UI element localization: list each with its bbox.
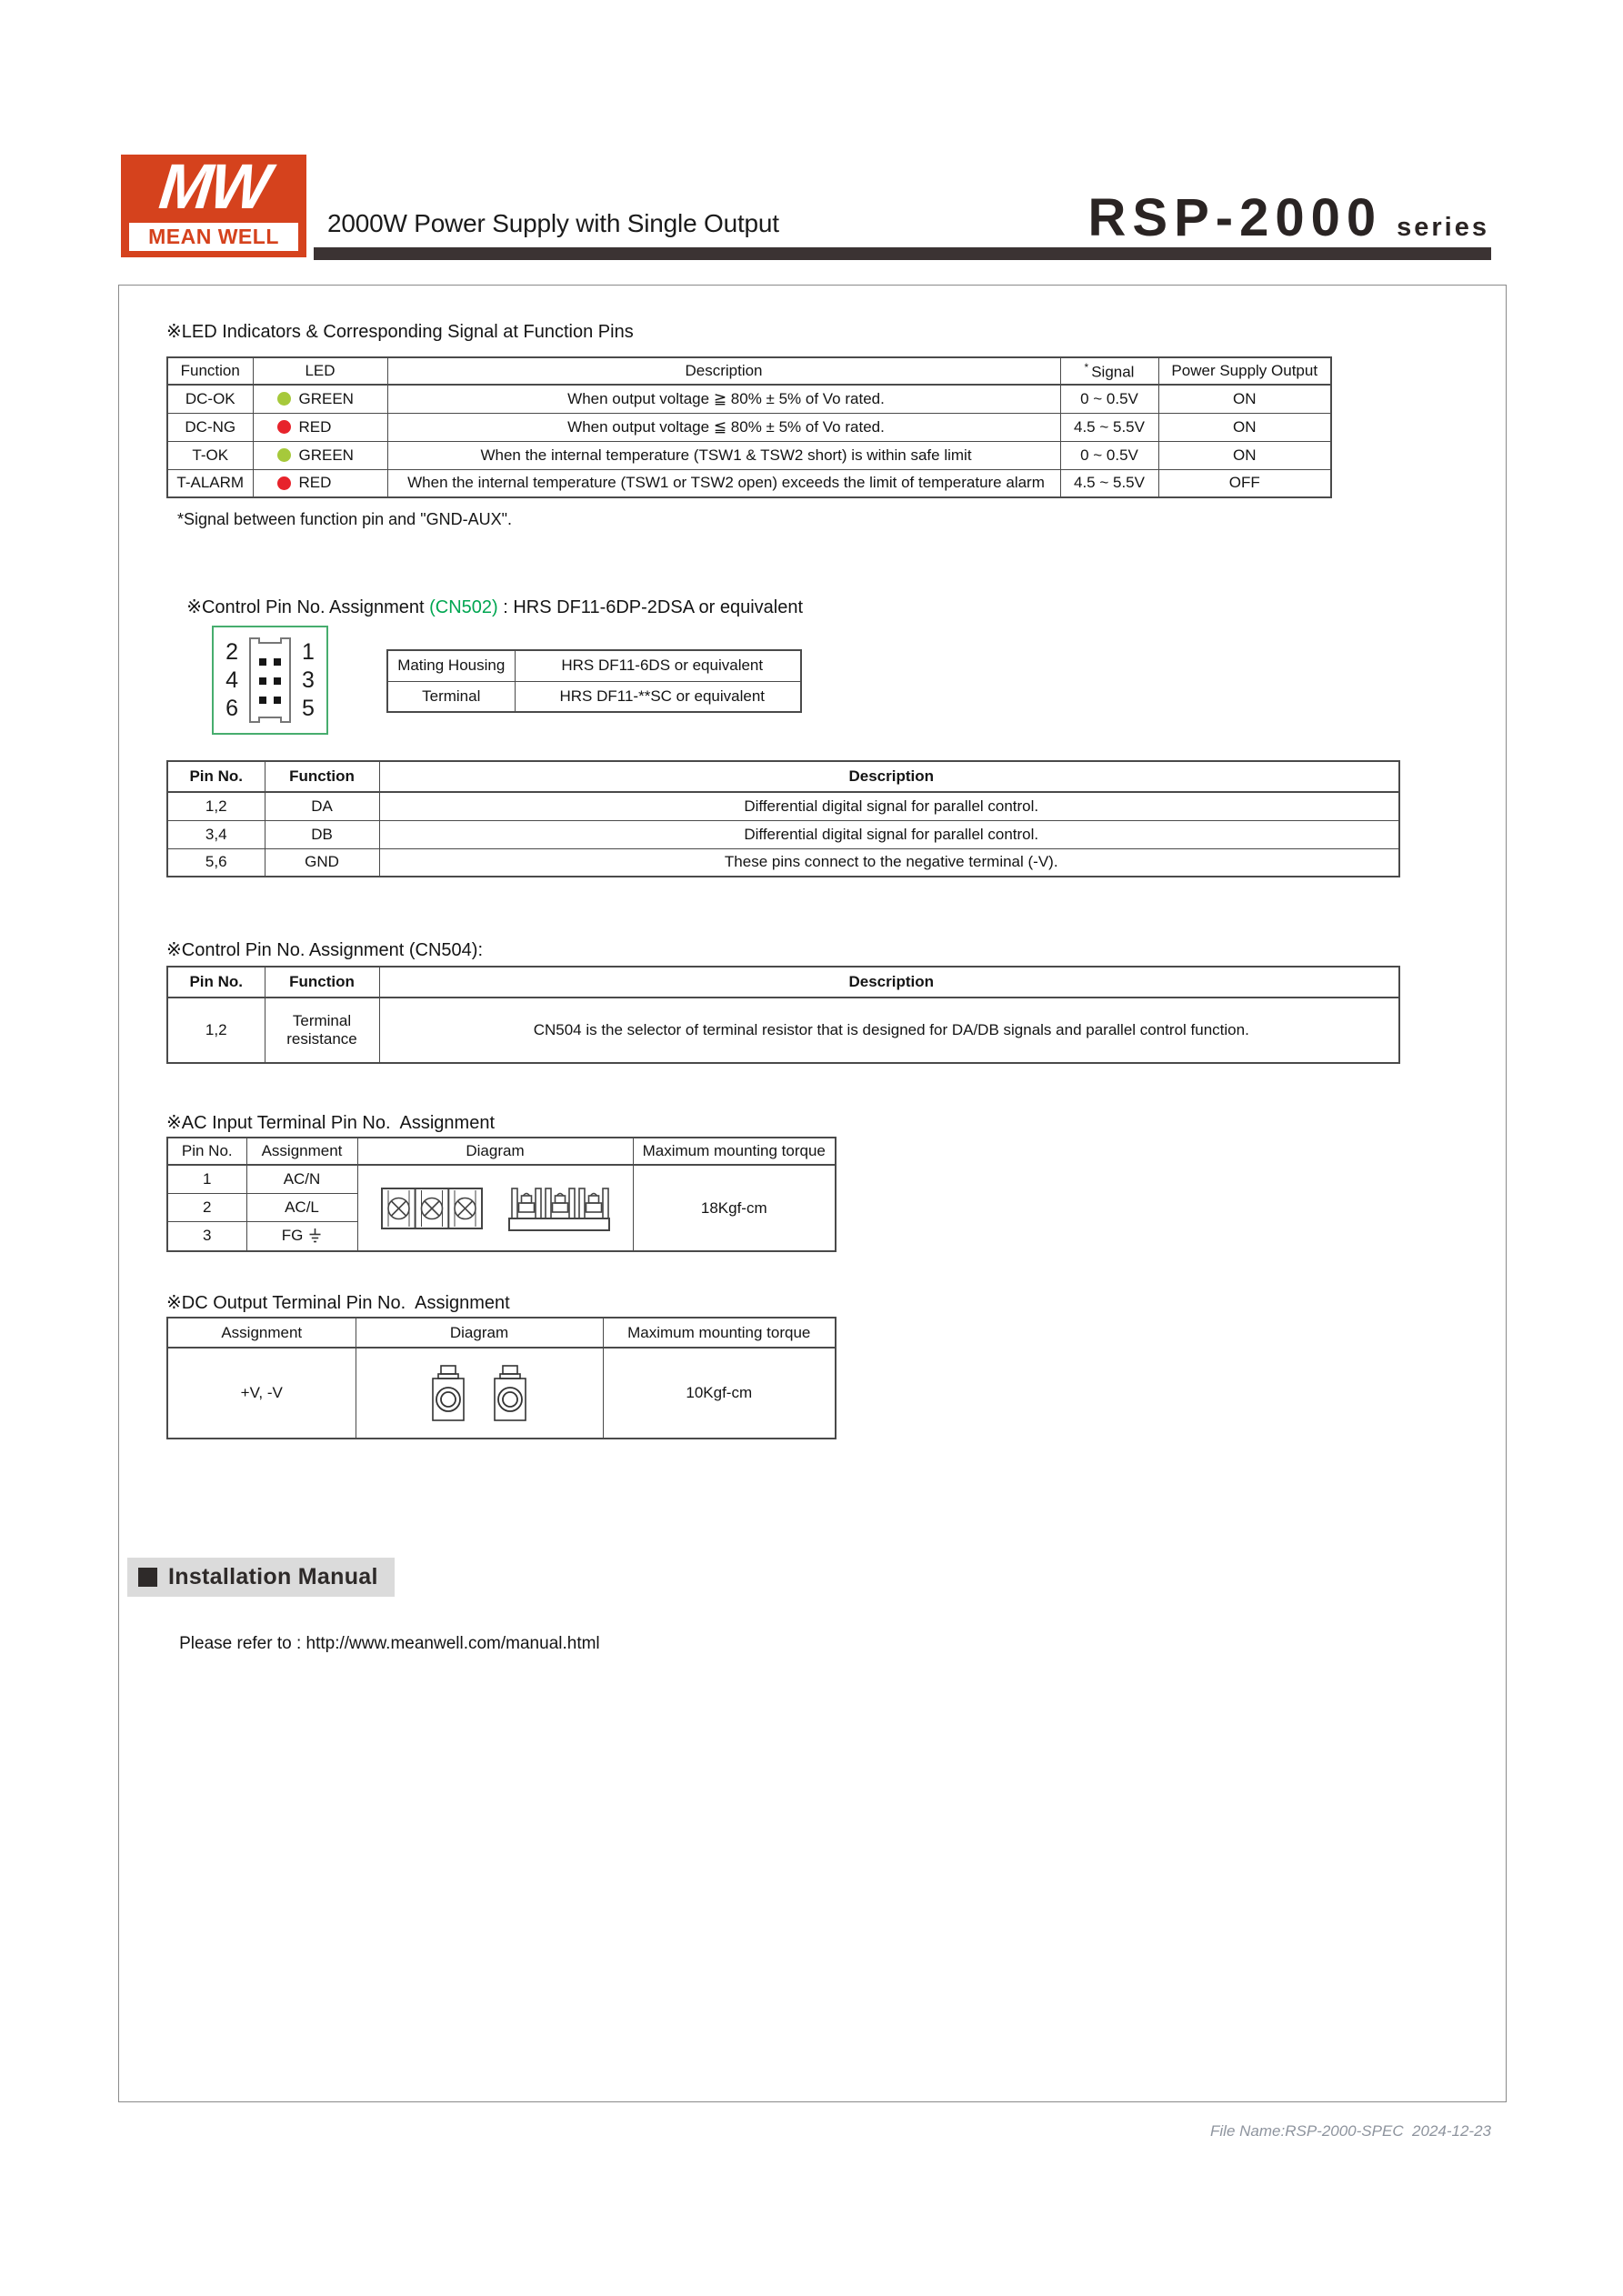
- led-cell: [253, 385, 387, 413]
- pin-no-cell: 3: [167, 1221, 246, 1251]
- pin-number: 1: [302, 638, 315, 665]
- logo-mw-text: MW: [155, 151, 272, 222]
- table-row: [167, 413, 1331, 441]
- function-cell: DB: [265, 820, 379, 848]
- led-red-icon: [277, 476, 291, 490]
- cn502-connector-diagram: [212, 626, 328, 735]
- led-color-label: RED: [298, 474, 332, 492]
- description-header-cell: Description: [379, 761, 1399, 792]
- assignment-header-cell: Assignment: [246, 1138, 357, 1165]
- led-color-label: RED: [298, 417, 332, 436]
- ac-diagram-cell: [357, 1165, 633, 1251]
- pin-number: 6: [225, 695, 238, 721]
- mating-value-cell: HRS DF11-6DS or equivalent: [515, 650, 801, 681]
- description-cell: Differential digital signal for parallel control.: [379, 792, 1399, 820]
- signal-cell: 4.5 ~ 5.5V: [1060, 469, 1158, 497]
- pin-number: 2: [225, 638, 238, 665]
- header-rule: [314, 247, 1491, 260]
- section-square-icon: [138, 1568, 157, 1587]
- pin-number: 3: [302, 667, 315, 693]
- cn504-section-title: ※Control Pin No. Assignment (CN504):: [166, 940, 484, 960]
- function-cell: DA: [265, 792, 379, 820]
- series-name: RSP-2000: [1087, 188, 1383, 247]
- dc-output-table: [166, 1317, 837, 1439]
- ac-table-header-row: [167, 1138, 836, 1165]
- led-section-title: ※LED Indicators & Corresponding Signal at Function Pins: [166, 322, 634, 342]
- assignment-cell: +V, -V: [167, 1348, 356, 1439]
- description-header-cell: Description: [379, 967, 1399, 998]
- ac-terminal-front-view-icon: [381, 1188, 483, 1229]
- function-cell: DC-NG: [167, 413, 253, 441]
- description-cell: When output voltage ≦ 80% ± 5% of Vo rated.: [387, 413, 1060, 441]
- series-suffix: series: [1397, 213, 1489, 242]
- installation-manual-title: Installation Manual: [168, 1564, 378, 1589]
- page-subtitle: 2000W Power Supply with Single Output: [327, 209, 779, 237]
- description-header-cell: Description: [387, 357, 1060, 385]
- dc-diagram-cell: [356, 1348, 603, 1439]
- led-cell: [253, 413, 387, 441]
- function-cell: T-ALARM: [167, 469, 253, 497]
- torque-header-cell: Maximum mounting torque: [633, 1138, 836, 1165]
- pin-no-header-cell: Pin No.: [167, 1138, 246, 1165]
- function-header-cell: Function: [265, 967, 379, 998]
- pin-no-header-cell: Pin No.: [167, 761, 265, 792]
- assignment-cell: [246, 1221, 357, 1251]
- led-table-header-row: [167, 357, 1331, 385]
- led-header-cell: LED: [253, 357, 387, 385]
- function-cell: DC-OK: [167, 385, 253, 413]
- signal-header-cell: [1060, 357, 1158, 385]
- pin-no-cell: 3,4: [167, 820, 265, 848]
- pin-no-header-cell: Pin No.: [167, 967, 265, 998]
- description-cell: These pins connect to the negative terminal (-V).: [379, 848, 1399, 877]
- function-line: Terminal: [292, 1012, 352, 1029]
- earth-ground-icon: [308, 1228, 322, 1244]
- mating-housing-table: [386, 649, 802, 713]
- cn502-title-prefix: ※Control Pin No. Assignment: [186, 597, 430, 617]
- signal-footnote-marker: *: [1084, 360, 1089, 374]
- led-cell: [253, 469, 387, 497]
- table-row: [167, 441, 1331, 469]
- led-green-icon: [277, 392, 291, 406]
- installation-note: [160, 1614, 600, 1674]
- mating-label-cell: Terminal: [387, 681, 515, 712]
- dc-output-section-title: ※DC Output Terminal Pin No. Assignment: [166, 1293, 510, 1313]
- ac-torque-cell: 18Kgf-cm: [633, 1165, 836, 1251]
- function-cell: [265, 998, 379, 1063]
- signal-cell: 0 ~ 0.5V: [1060, 385, 1158, 413]
- connector-right-pin-numbers: [302, 638, 315, 723]
- table-row: [167, 1348, 836, 1439]
- table-row: [167, 998, 1399, 1063]
- description-cell: CN504 is the selector of terminal resistor that is designed for DA/DB signals and parallel control function.: [379, 998, 1399, 1063]
- dc-terminal-post-icon: [489, 1364, 531, 1422]
- mating-label-cell: Mating Housing: [387, 650, 515, 681]
- dc-terminal-post-icon: [427, 1364, 469, 1422]
- logo-brand-text: MEAN WELL: [129, 223, 298, 251]
- pin-no-cell: 2: [167, 1193, 246, 1221]
- cn502-title-highlight: (CN502): [429, 597, 498, 617]
- description-cell: Differential digital signal for parallel control.: [379, 820, 1399, 848]
- ac-terminal-side-view-icon: [508, 1185, 610, 1232]
- assignment-cell: AC/L: [246, 1193, 357, 1221]
- meanwell-logo: [121, 151, 306, 257]
- pin-no-cell: 1,2: [167, 998, 265, 1063]
- led-red-icon: [277, 420, 291, 434]
- description-cell: When the internal temperature (TSW1 & TSW2 short) is within safe limit: [387, 441, 1060, 469]
- led-color-label: GREEN: [298, 446, 354, 464]
- cn504-pin-table: [166, 966, 1400, 1064]
- pin-table-header-row: [167, 967, 1399, 998]
- diagram-header-cell: Diagram: [357, 1138, 633, 1165]
- signal-header-label: Signal: [1091, 363, 1135, 381]
- function-cell: GND: [265, 848, 379, 877]
- function-header-cell: Function: [167, 357, 253, 385]
- pin-table-header-row: [167, 761, 1399, 792]
- dc-torque-cell: 10Kgf-cm: [603, 1348, 836, 1439]
- fg-label: FG: [281, 1227, 304, 1245]
- ac-input-section-title: ※AC Input Terminal Pin No. Assignment: [166, 1113, 495, 1133]
- pin-no-cell: 5,6: [167, 848, 265, 877]
- installation-manual-heading: [127, 1558, 395, 1597]
- output-cell: ON: [1158, 413, 1331, 441]
- installation-note-prefix: Please refer to :: [179, 1634, 306, 1653]
- led-cell: [253, 441, 387, 469]
- table-row: [167, 792, 1399, 820]
- connector-outline-icon: [244, 635, 296, 726]
- led-footnote: *Signal between function pin and "GND-AUX".: [177, 510, 512, 528]
- assignment-header-cell: Assignment: [167, 1318, 356, 1348]
- dc-table-header-row: [167, 1318, 836, 1348]
- led-indicators-table: [166, 356, 1332, 498]
- led-color-label: GREEN: [298, 389, 354, 407]
- pin-number: 4: [225, 667, 238, 693]
- table-row: [167, 848, 1399, 877]
- table-row: [387, 681, 801, 712]
- cn502-pin-table: [166, 760, 1400, 877]
- series-title: [1088, 187, 1489, 248]
- mating-value-cell: HRS DF11-**SC or equivalent: [515, 681, 801, 712]
- file-name-footer: File Name:RSP-2000-SPEC 2024-12-23: [1210, 2122, 1491, 2140]
- manual-url-link[interactable]: http://www.meanwell.com/manual.html: [306, 1634, 600, 1653]
- output-cell: ON: [1158, 385, 1331, 413]
- led-green-icon: [277, 448, 291, 462]
- function-header-cell: Function: [265, 761, 379, 792]
- table-row: [167, 469, 1331, 497]
- cn502-title-suffix: : HRS DF11-6DP-2DSA or equivalent: [497, 597, 804, 617]
- function-line: resistance: [286, 1030, 357, 1048]
- description-cell: When output voltage ≧ 80% ± 5% of Vo rated.: [387, 385, 1060, 413]
- pin-no-cell: 1,2: [167, 792, 265, 820]
- pin-number: 5: [302, 695, 315, 721]
- table-row: [167, 1165, 836, 1193]
- output-header-cell: Power Supply Output: [1158, 357, 1331, 385]
- assignment-cell: AC/N: [246, 1165, 357, 1193]
- output-cell: ON: [1158, 441, 1331, 469]
- output-cell: OFF: [1158, 469, 1331, 497]
- table-row: [167, 385, 1331, 413]
- torque-header-cell: Maximum mounting torque: [603, 1318, 836, 1348]
- function-cell: T-OK: [167, 441, 253, 469]
- connector-left-pin-numbers: [225, 638, 238, 723]
- table-row: [387, 650, 801, 681]
- pin-no-cell: 1: [167, 1165, 246, 1193]
- table-row: [167, 820, 1399, 848]
- diagram-header-cell: Diagram: [356, 1318, 603, 1348]
- signal-cell: 4.5 ~ 5.5V: [1060, 413, 1158, 441]
- ac-input-table: [166, 1137, 837, 1252]
- description-cell: When the internal temperature (TSW1 or TSW2 open) exceeds the limit of temperature alarm: [387, 469, 1060, 497]
- signal-cell: 0 ~ 0.5V: [1060, 441, 1158, 469]
